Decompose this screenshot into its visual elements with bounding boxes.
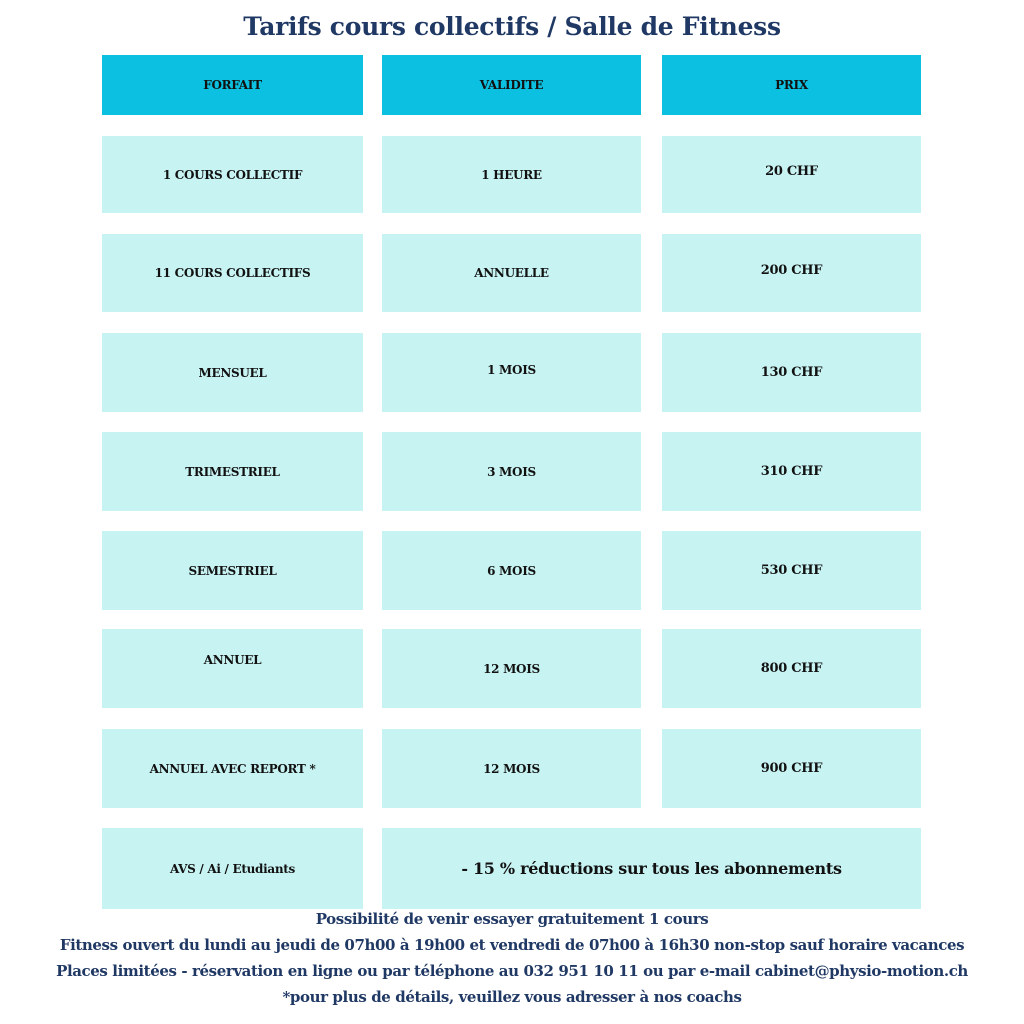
footer-line-booking: Places limitées - réservation en ligne ou par téléphone au 032 951 10 11 ou par e-mail cabinet@physio-motion.ch <box>56 962 968 980</box>
row-prix: 20 CHF <box>662 136 921 213</box>
row-prix: 130 CHF <box>662 333 921 412</box>
row-validite: 6 MOIS <box>382 531 641 610</box>
row-validite: 12 MOIS <box>382 729 641 808</box>
row-prix: 800 CHF <box>662 629 921 708</box>
row-forfait: ANNUEL <box>102 629 363 708</box>
row-validite: 1 HEURE <box>382 136 641 213</box>
footer-line-hours: Fitness ouvert du lundi au jeudi de 07h00 à 19h00 et vendredi de 07h00 à 16h30 non-stop sauf horaire vacances <box>59 936 965 954</box>
row-forfait: 1 COURS COLLECTIF <box>102 136 363 213</box>
row-validite: 12 MOIS <box>382 629 641 708</box>
row-prix: 530 CHF <box>662 531 921 610</box>
row-forfait: MENSUEL <box>102 333 363 412</box>
page-title: Tarifs cours collectifs / Salle de Fitness <box>243 12 781 41</box>
row-forfait: ANNUEL AVEC REPORT * <box>102 729 363 808</box>
row-prix: 310 CHF <box>662 432 921 511</box>
header-validite: VALIDITE <box>382 55 641 115</box>
row-validite: ANNUELLE <box>382 234 641 312</box>
header-prix: PRIX <box>662 55 921 115</box>
footer-line-trial: Possibilité de venir essayer gratuitement 1 cours <box>315 910 709 928</box>
discount-label: AVS / Ai / Etudiants <box>102 828 363 909</box>
row-prix: 200 CHF <box>662 234 921 312</box>
row-forfait: 11 COURS COLLECTIFS <box>102 234 363 312</box>
row-validite: 1 MOIS <box>382 333 641 412</box>
row-validite: 3 MOIS <box>382 432 641 511</box>
header-forfait: FORFAIT <box>102 55 363 115</box>
row-prix: 900 CHF <box>662 729 921 808</box>
row-forfait: SEMESTRIEL <box>102 531 363 610</box>
row-forfait: TRIMESTRIEL <box>102 432 363 511</box>
discount-text: - 15 % réductions sur tous les abonnements <box>382 828 921 909</box>
footer-line-note: *pour plus de détails, veuillez vous adresser à nos coachs <box>282 988 742 1006</box>
